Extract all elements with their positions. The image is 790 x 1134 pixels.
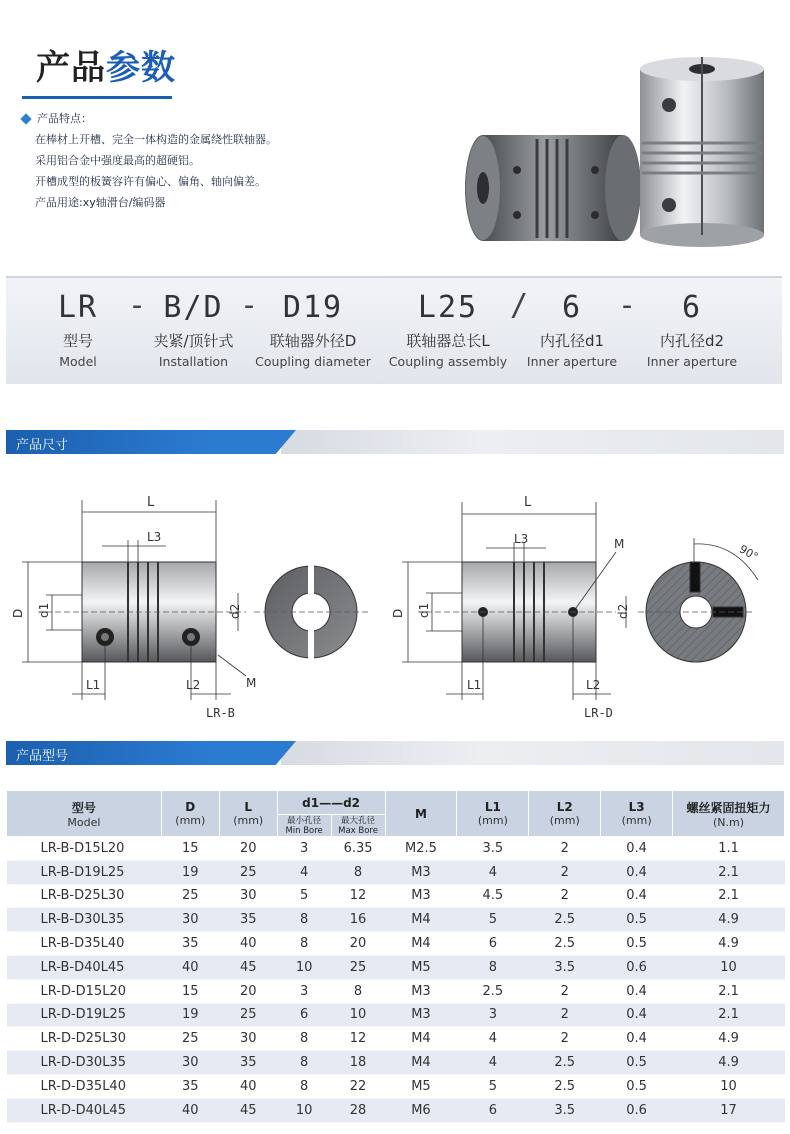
cell-model: LR-D-D15L20 <box>7 979 162 1003</box>
naming-en: Model <box>59 354 97 369</box>
naming-en: Inner aperture <box>526 354 618 369</box>
model-naming-bar <box>6 276 782 384</box>
cell-L: 45 <box>219 1098 277 1122</box>
col-header-min-bore <box>277 815 331 837</box>
label-angle: 90° <box>736 542 761 564</box>
cell-L2: 2 <box>529 1003 601 1027</box>
col-header-L3-label: L3 <box>628 800 645 814</box>
label-L2: L2 <box>586 678 601 692</box>
feature-heading <box>22 108 277 129</box>
cell-min-bore: 5 <box>277 884 331 908</box>
cell-min-bore: 8 <box>277 1027 331 1051</box>
cell-torque: 2.1 <box>673 1003 785 1027</box>
cell-M: M5 <box>385 1074 457 1098</box>
cell-L2: 2 <box>529 884 601 908</box>
cell-model: LR-B-D19L25 <box>7 860 162 884</box>
cell-L3: 0.5 <box>601 908 673 932</box>
cell-M: M6 <box>385 1098 457 1122</box>
cell-min-bore: 8 <box>277 1051 331 1075</box>
cell-L: 40 <box>219 932 277 956</box>
cell-L1: 6 <box>457 1098 529 1122</box>
cell-min-bore: 8 <box>277 1074 331 1098</box>
naming-en: Inner aperture <box>646 354 738 369</box>
cell-L1: 4.5 <box>457 884 529 908</box>
naming-code: 6 <box>681 290 703 325</box>
naming-installation <box>136 278 251 369</box>
cell-L1: 8 <box>457 955 529 979</box>
col-header-M: M <box>385 791 457 837</box>
title-underline <box>22 96 172 99</box>
naming-cn: 内孔径d2 <box>659 332 725 350</box>
cell-L2: 2 <box>529 1027 601 1051</box>
cell-L1: 5 <box>457 1074 529 1098</box>
table-row <box>7 1074 785 1098</box>
label-L1: L1 <box>467 678 482 692</box>
col-header-min-bore-en: Min Bore <box>285 825 323 836</box>
cell-model: LR-B-D30L35 <box>7 908 162 932</box>
cell-model: LR-D-D19L25 <box>7 1003 162 1027</box>
product-photo <box>455 55 775 255</box>
cell-torque: 4.9 <box>673 1051 785 1075</box>
cell-max-bore: 25 <box>331 955 385 979</box>
table-row <box>7 884 785 908</box>
cell-max-bore: 12 <box>331 884 385 908</box>
page-title-part2: 参数 <box>106 48 176 88</box>
naming-code: B/D <box>163 290 224 325</box>
label-M: M <box>246 676 257 690</box>
cell-min-bore: 6 <box>277 1003 331 1027</box>
naming-separator: - <box>240 288 259 323</box>
cell-torque: 1.1 <box>673 837 785 861</box>
section-title: 产品尺寸 <box>16 438 69 453</box>
cell-L1: 4 <box>457 1051 529 1075</box>
banner-background <box>281 430 784 454</box>
cell-L2: 2.5 <box>529 1051 601 1075</box>
table-row <box>7 908 785 932</box>
cell-L: 25 <box>219 1003 277 1027</box>
cell-L2: 2.5 <box>529 932 601 956</box>
col-header-L <box>219 791 277 837</box>
cell-max-bore: 6.35 <box>331 837 385 861</box>
col-header-model-en: Model <box>67 815 101 829</box>
caption-lr-d: LR-D <box>584 706 613 720</box>
cell-torque: 2.1 <box>673 979 785 1003</box>
cell-D: 19 <box>161 860 219 884</box>
label-M: M <box>614 537 625 551</box>
cell-L: 35 <box>219 1051 277 1075</box>
feature-item: 在棒材上开槽、完全一体构造的金属绕性联轴器。 <box>35 133 277 146</box>
table-row <box>7 1003 785 1027</box>
cell-M: M4 <box>385 1027 457 1051</box>
cell-L2: 2.5 <box>529 908 601 932</box>
col-header-L2-unit: (mm) <box>549 814 580 827</box>
feature-list <box>22 108 277 213</box>
spec-table-body <box>7 837 785 1123</box>
cell-torque: 10 <box>673 955 785 979</box>
spec-table <box>6 790 785 1123</box>
cell-L: 45 <box>219 955 277 979</box>
cell-model: LR-B-D40L45 <box>7 955 162 979</box>
cell-max-bore: 22 <box>331 1074 385 1098</box>
col-header-L-label: L <box>244 800 253 814</box>
cell-model: LR-B-D15L20 <box>7 837 162 861</box>
col-header-max-bore <box>331 815 385 837</box>
table-row <box>7 979 785 1003</box>
section-banner-dimensions <box>6 430 784 454</box>
cell-torque: 4.9 <box>673 1027 785 1051</box>
col-header-D-label: D <box>185 800 196 814</box>
banner-background <box>281 741 784 765</box>
lr-b-end-view <box>228 564 368 660</box>
naming-d1 <box>520 278 624 369</box>
cell-model: LR-D-D25L30 <box>7 1027 162 1051</box>
label-L: L <box>524 495 532 510</box>
cell-min-bore: 8 <box>277 908 331 932</box>
label-L3: L3 <box>147 530 162 544</box>
naming-cn: 联轴器总长L <box>406 332 490 350</box>
col-header-max-bore-en: Max Bore <box>338 825 378 836</box>
cell-D: 35 <box>161 1074 219 1098</box>
cell-max-bore: 20 <box>331 932 385 956</box>
cell-D: 30 <box>161 1051 219 1075</box>
cell-D: 30 <box>161 908 219 932</box>
naming-en: Coupling assembly <box>388 354 508 369</box>
section-banner-models <box>6 741 784 765</box>
col-header-torque <box>673 791 785 837</box>
col-header-bore: d1——d2 <box>277 791 385 815</box>
col-header-model <box>7 791 162 837</box>
col-header-torque-unit: (N.m) <box>713 815 745 829</box>
label-d1: d1 <box>37 602 51 618</box>
cell-L2: 2 <box>529 837 601 861</box>
cell-L3: 0.4 <box>601 979 673 1003</box>
naming-code: L25 <box>417 290 479 325</box>
cell-D: 15 <box>161 979 219 1003</box>
label-L: L <box>147 495 155 510</box>
label-L3: L3 <box>514 532 529 546</box>
cell-min-bore: 3 <box>277 837 331 861</box>
col-header-L1-label: L1 <box>484 800 501 814</box>
col-header-L3 <box>601 791 673 837</box>
cell-L3: 0.5 <box>601 1051 673 1075</box>
cell-M: M3 <box>385 1003 457 1027</box>
cell-max-bore: 8 <box>331 979 385 1003</box>
cell-L1: 4 <box>457 1027 529 1051</box>
cell-L: 30 <box>219 1027 277 1051</box>
cell-L: 20 <box>219 979 277 1003</box>
lr-b-side-view <box>11 495 256 720</box>
cell-L3: 0.5 <box>601 1074 673 1098</box>
label-d1: d1 <box>417 602 431 618</box>
cell-D: 25 <box>161 1027 219 1051</box>
lr-d-side-view <box>391 495 624 720</box>
naming-separator: - <box>128 288 147 323</box>
cell-min-bore: 8 <box>277 932 331 956</box>
cell-M: M3 <box>385 860 457 884</box>
bullet-diamond-icon <box>20 113 31 124</box>
col-header-L3-unit: (mm) <box>621 814 652 827</box>
caption-lr-b: LR-B <box>206 706 235 720</box>
label-L1: L1 <box>86 678 101 692</box>
table-row <box>7 860 785 884</box>
cell-model: LR-B-D35L40 <box>7 932 162 956</box>
cell-min-bore: 4 <box>277 860 331 884</box>
cell-L: 30 <box>219 884 277 908</box>
table-row <box>7 1051 785 1075</box>
label-D: D <box>391 608 405 618</box>
naming-separator: / <box>510 288 529 323</box>
cell-L3: 0.4 <box>601 1003 673 1027</box>
cell-L: 40 <box>219 1074 277 1098</box>
cell-max-bore: 8 <box>331 860 385 884</box>
label-d2: d2 <box>228 603 242 619</box>
cell-L2: 3.5 <box>529 1098 601 1122</box>
cell-max-bore: 28 <box>331 1098 385 1122</box>
cell-D: 19 <box>161 1003 219 1027</box>
cell-D: 35 <box>161 932 219 956</box>
cell-min-bore: 10 <box>277 1098 331 1122</box>
cell-L: 20 <box>219 837 277 861</box>
naming-cn: 内孔径d1 <box>539 332 605 350</box>
naming-cn: 夹紧/顶针式 <box>153 332 234 350</box>
cell-L3: 0.6 <box>601 955 673 979</box>
naming-en: Installation <box>158 354 229 369</box>
cell-L3: 0.4 <box>601 1027 673 1051</box>
col-header-model-cn: 型号 <box>71 800 96 815</box>
naming-cn: 型号 <box>62 332 93 350</box>
cell-L3: 0.4 <box>601 837 673 861</box>
cell-M: M4 <box>385 1051 457 1075</box>
cell-M: M3 <box>385 979 457 1003</box>
dimension-drawings <box>6 480 784 725</box>
table-row <box>7 837 785 861</box>
cell-max-bore: 10 <box>331 1003 385 1027</box>
naming-code: LR <box>57 290 99 325</box>
table-row <box>7 1027 785 1051</box>
naming-cn: 联轴器外径D <box>269 332 357 350</box>
naming-code: 6 <box>561 290 583 325</box>
col-header-D-unit: (mm) <box>175 814 206 827</box>
naming-en: Coupling diameter <box>255 354 371 369</box>
naming-length <box>386 278 510 369</box>
feature-item: 开槽成型的板簧容许有偏心、偏角、轴向偏差。 <box>35 175 266 188</box>
naming-diameter <box>250 278 376 369</box>
cell-torque: 4.9 <box>673 932 785 956</box>
col-header-D <box>161 791 219 837</box>
cell-torque: 2.1 <box>673 860 785 884</box>
lr-d-end-view <box>616 538 760 662</box>
cell-M: M4 <box>385 908 457 932</box>
cell-L1: 4 <box>457 860 529 884</box>
cell-L3: 0.6 <box>601 1098 673 1122</box>
cell-model: LR-D-D40L45 <box>7 1098 162 1122</box>
cell-max-bore: 18 <box>331 1051 385 1075</box>
cell-L1: 5 <box>457 908 529 932</box>
feature-heading-text: 产品特点： <box>37 112 92 125</box>
feature-item: 产品用途:xy轴滑台/编码器 <box>35 196 166 209</box>
cell-min-bore: 3 <box>277 979 331 1003</box>
cell-L2: 2.5 <box>529 1074 601 1098</box>
cell-model: LR-D-D35L40 <box>7 1074 162 1098</box>
col-header-L1-unit: (mm) <box>477 814 508 827</box>
cell-max-bore: 16 <box>331 908 385 932</box>
col-header-L2-label: L2 <box>556 800 573 814</box>
cell-M: M5 <box>385 955 457 979</box>
col-header-min-bore-cn: 最小孔径 <box>287 815 322 826</box>
cell-M: M3 <box>385 884 457 908</box>
page-title-part1: 产品 <box>36 48 106 88</box>
label-D: D <box>11 608 25 618</box>
col-header-torque-cn: 螺丝紧固扭矩力 <box>686 800 771 815</box>
naming-code: D19 <box>282 290 344 325</box>
cell-torque: 17 <box>673 1098 785 1122</box>
col-header-L2 <box>529 791 601 837</box>
cell-D: 40 <box>161 955 219 979</box>
cell-L2: 2 <box>529 979 601 1003</box>
cell-L2: 3.5 <box>529 955 601 979</box>
cell-D: 25 <box>161 884 219 908</box>
cell-M: M4 <box>385 932 457 956</box>
cell-M: M2.5 <box>385 837 457 861</box>
cell-model: LR-D-D30L35 <box>7 1051 162 1075</box>
cell-torque: 4.9 <box>673 908 785 932</box>
cell-D: 40 <box>161 1098 219 1122</box>
cell-L1: 3.5 <box>457 837 529 861</box>
cell-L: 25 <box>219 860 277 884</box>
cell-D: 15 <box>161 837 219 861</box>
cell-L3: 0.4 <box>601 860 673 884</box>
cell-torque: 2.1 <box>673 884 785 908</box>
col-header-L1 <box>457 791 529 837</box>
table-row <box>7 955 785 979</box>
section-title: 产品型号 <box>16 749 69 764</box>
cell-L2: 2 <box>529 860 601 884</box>
naming-separator: - <box>618 288 637 323</box>
naming-model <box>28 278 128 369</box>
table-row <box>7 1098 785 1122</box>
cell-L1: 3 <box>457 1003 529 1027</box>
col-header-L-unit: (mm) <box>233 814 264 827</box>
cell-min-bore: 10 <box>277 955 331 979</box>
feature-item: 采用铝合金中强度最高的超硬铝。 <box>35 154 200 167</box>
cell-torque: 10 <box>673 1074 785 1098</box>
page-title <box>36 40 176 89</box>
cell-max-bore: 12 <box>331 1027 385 1051</box>
col-header-max-bore-cn: 最大孔径 <box>341 815 376 826</box>
table-row <box>7 932 785 956</box>
cell-L3: 0.5 <box>601 932 673 956</box>
cell-model: LR-B-D25L30 <box>7 884 162 908</box>
label-d2: d2 <box>616 603 630 619</box>
label-L2: L2 <box>186 678 201 692</box>
naming-d2 <box>640 278 744 369</box>
cell-L: 35 <box>219 908 277 932</box>
cell-L3: 0.4 <box>601 884 673 908</box>
cell-L1: 2.5 <box>457 979 529 1003</box>
cell-L1: 6 <box>457 932 529 956</box>
